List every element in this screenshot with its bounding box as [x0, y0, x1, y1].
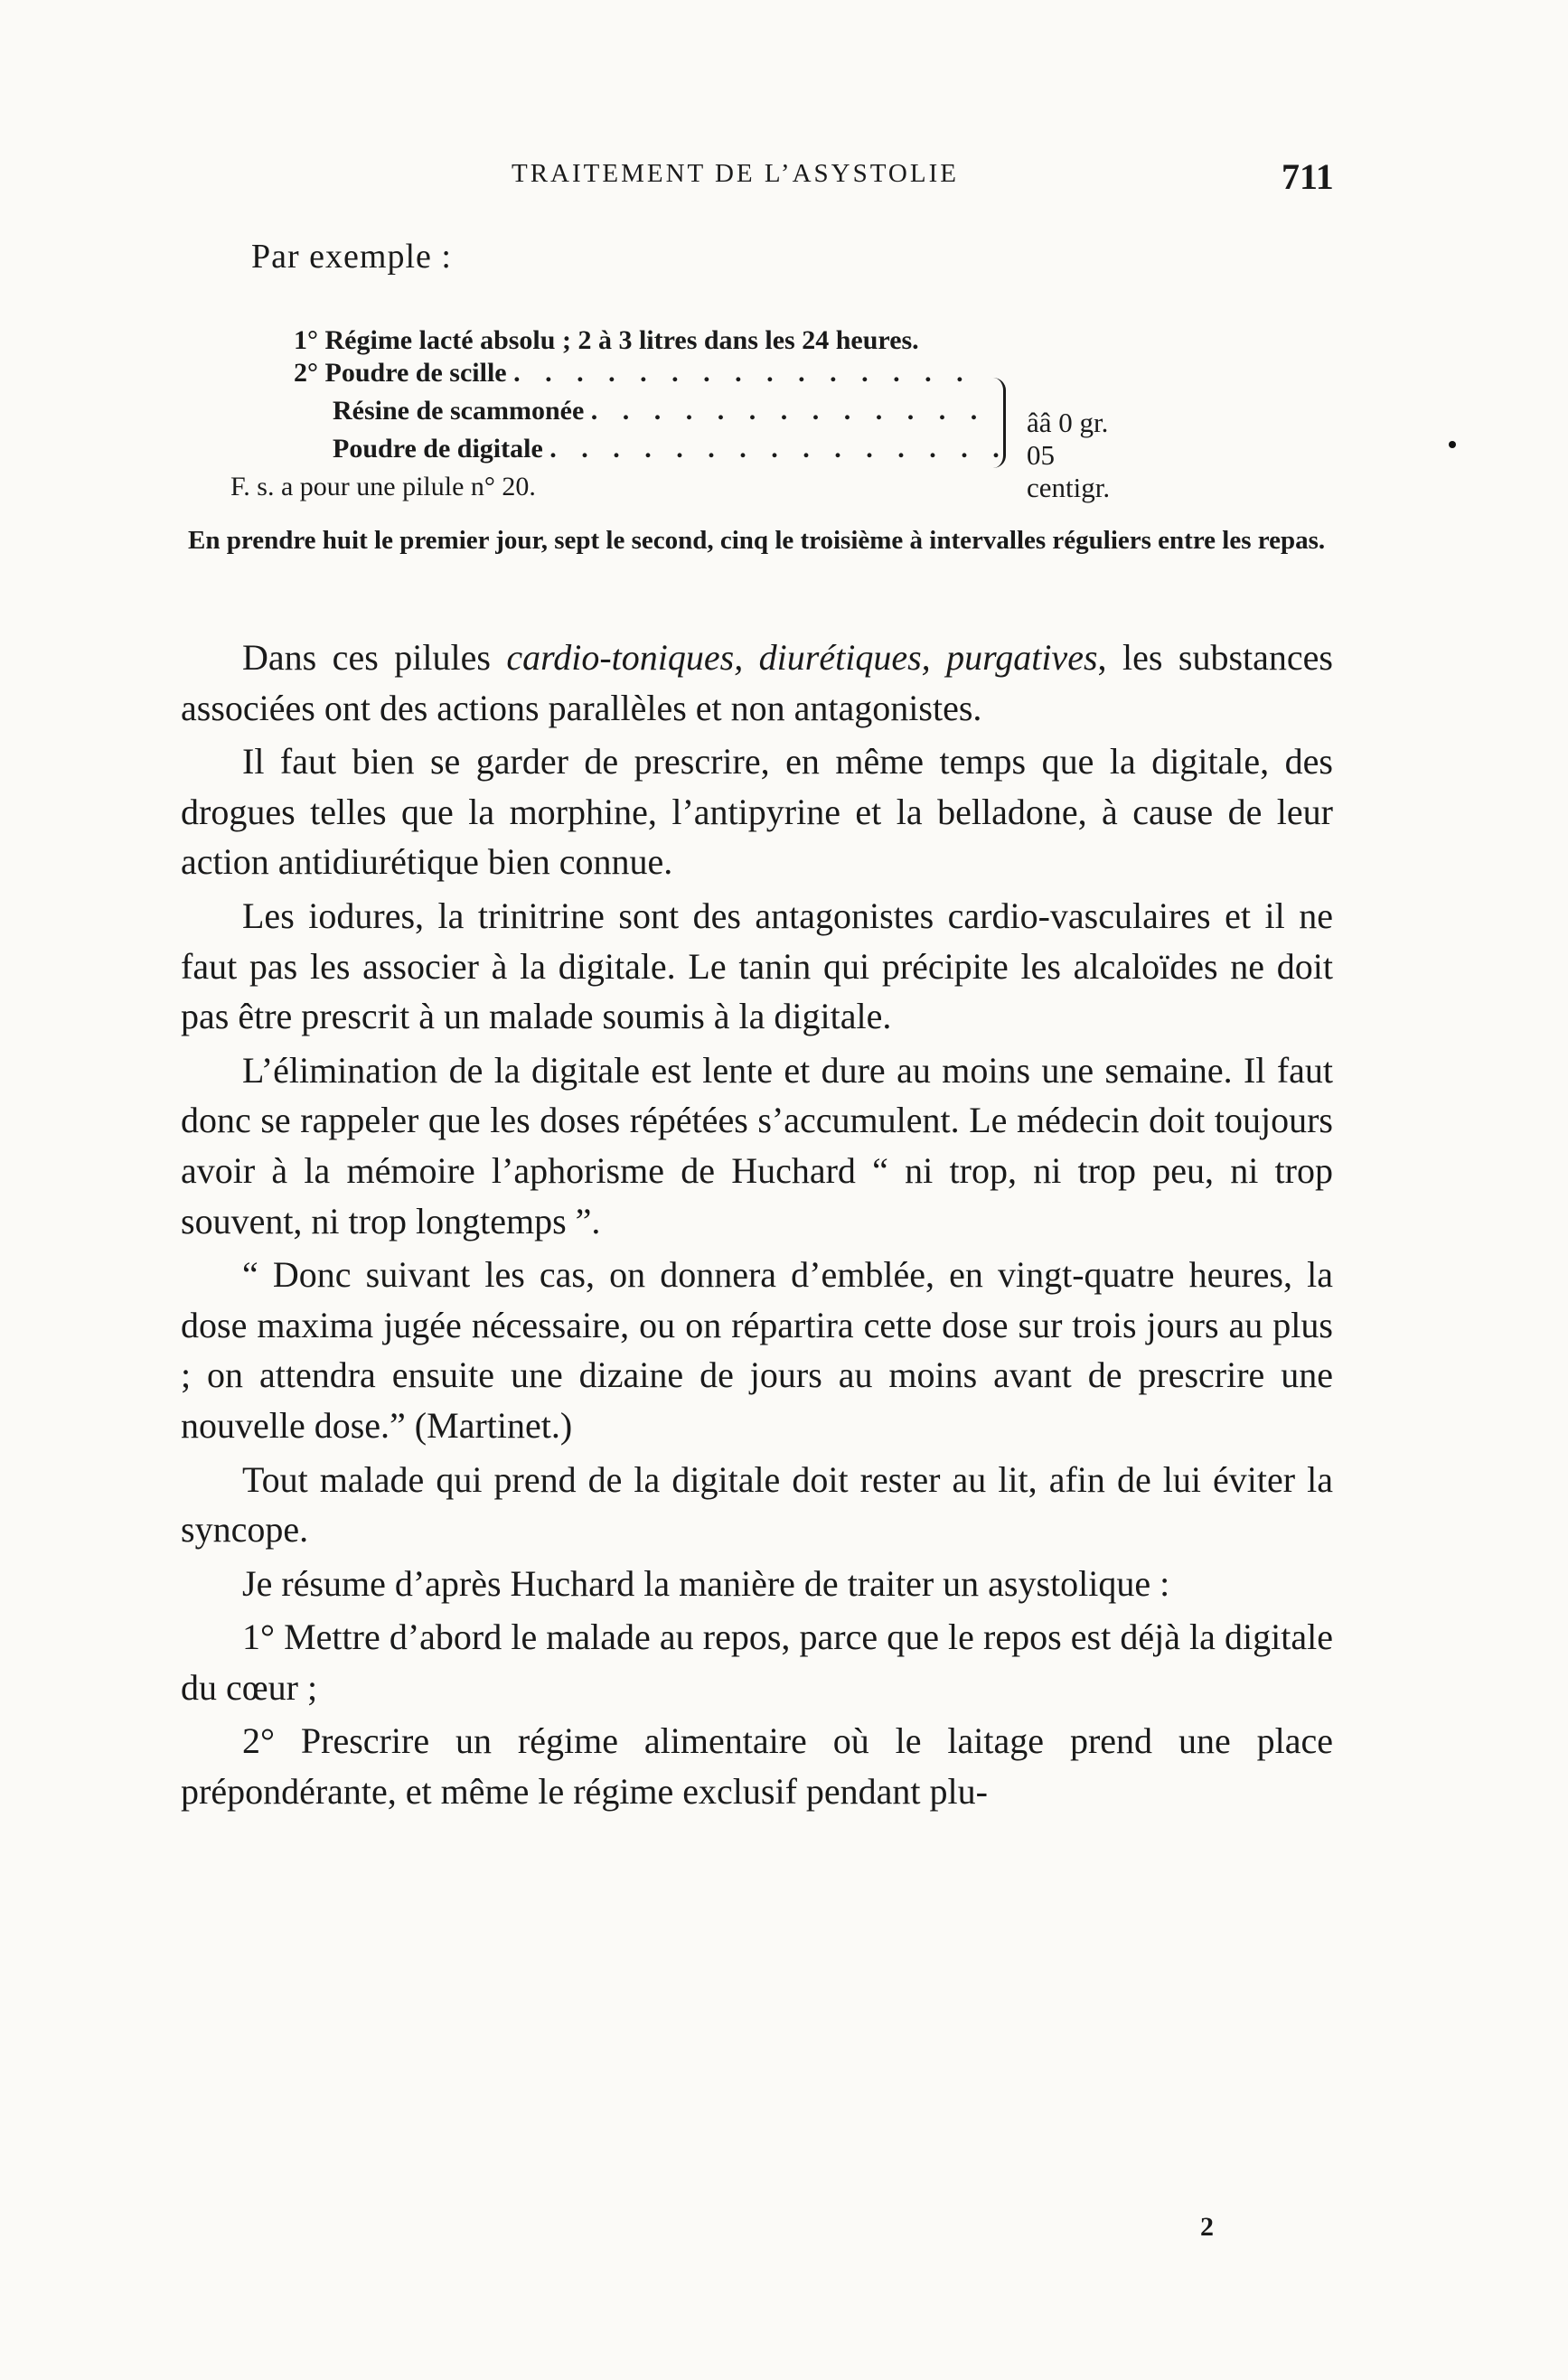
paragraph-8: 1° Mettre d’abord le malade au repos, parce que le repos est déjà la digitale du cœur ;: [181, 1616, 1333, 1708]
paragraph-7: Je résume d’après Huchard la manière de traiter un asystolique :: [242, 1562, 1170, 1604]
intro-text: Par exemple :: [251, 238, 452, 276]
prescription-item-2c: [333, 434, 1009, 464]
running-title: TRAITEMENT DE L’ASYSTOLIE: [512, 159, 959, 188]
paragraph-2: Il faut bien se garder de prescrire, en même temps que la digitale, des drogues telles que la morphine, l’antipyrine et la belladone, à cause de leur action antidiurétique bien connue.: [181, 741, 1333, 883]
leader-dots: . . . . . . . . . . . . . . .: [513, 358, 972, 388]
prescription-item-2-label: 2° Poudre de scille: [294, 358, 507, 388]
prescription-item-2: [294, 358, 972, 389]
italic-emphasis: cardio-toniques, diurétiques, purgatives: [506, 637, 1098, 678]
dose-text: ââ 0 gr. 05 centigr.: [1027, 407, 1111, 503]
paragraph-5: “ Donc suivant les cas, on donnera d’emblée, en vingt-quatre heures, la dose maxima jugée nécessaire, ou on répartira cette dose sur trois jours au plus ; on attendra ensuite une dizaine de jours au moins avant de prescrire une nouvelle dose.” (Martinet.): [181, 1254, 1333, 1446]
prescription-item-2b-label: Résine de scammonée: [333, 396, 585, 426]
prescription-item-2c-label: Poudre de digitale: [333, 434, 543, 464]
signature-mark: 2: [1200, 2212, 1214, 2242]
leader-dots: . . . . . . . . . . . . . . .: [549, 434, 1009, 464]
fs-line: F. s. a pour une pilule n° 20.: [230, 472, 536, 501]
paragraph-3: Les iodures, la trinitrine sont des antagonistes cardio-vasculaires et il ne faut pas les associer à la digitale. Le tanin qui précipite les alcaloïdes ne doit pas être prescrit à un malade soumis à la digitale.: [181, 895, 1333, 1037]
paragraph-4: L’élimination de la digitale est lente et dure au moins une semaine. Il faut donc se rappeler que les doses répétées s’accumulent. Le médecin doit toujours avoir à la mémoire l’aphorisme de Huchard “ ni trop, ni trop peu, ni trop souvent, ni trop longtemps ”.: [181, 1049, 1333, 1242]
curly-brace: [987, 378, 1006, 468]
ink-speck: [1449, 441, 1456, 448]
dosage-note: En prendre huit le premier jour, sept le second, cinq le troisième à intervalles réguliers entre les repas.: [188, 526, 1326, 555]
prescription-item-2b: [333, 396, 986, 426]
paragraph-9: 2° Prescrire un régime alimentaire où le laitage prend une place prépondérante, et même le régime exclusif pendant plu-: [181, 1720, 1333, 1813]
main-text: [181, 632, 1333, 1821]
page-number: 711: [1282, 156, 1334, 197]
leader-dots: . . . . . . . . . . . . .: [590, 396, 987, 426]
paragraph-1: Dans ces pilules cardio-toniques, diurétiques, purgatives, les substances associées ont des actions parallèles et non antagonistes.: [181, 637, 1333, 728]
paragraph-6: Tout malade qui prend de la digitale doit rester au lit, afin de lui éviter la syncope.: [181, 1458, 1333, 1551]
prescription-item-1: 1° Régime lacté absolu ; 2 à 3 litres dans les 24 heures.: [294, 325, 919, 355]
